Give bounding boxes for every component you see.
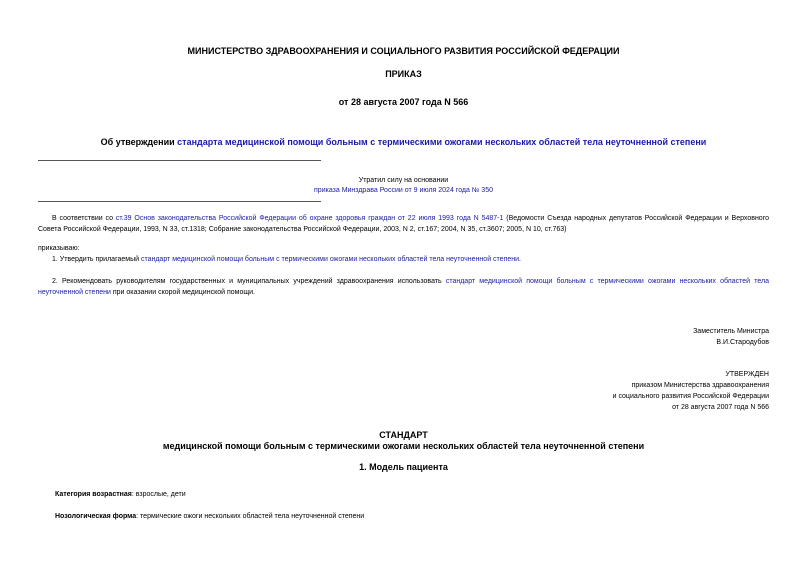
age-category-row [55, 491, 186, 498]
divider-top [38, 160, 321, 161]
section-heading: 1. Модель пациента [359, 462, 448, 472]
item-1-suffix: . [519, 256, 521, 263]
order-date-number: от 28 августа 2007 года N 566 [338, 97, 469, 107]
doc-type-heading: ПРИКАЗ [385, 69, 422, 79]
standard-subtitle: медицинской помощи больным с термическими ожогами нескольких областей тела неуточненной степени [162, 441, 645, 451]
approved-block [613, 369, 769, 413]
nosology-row [55, 513, 364, 520]
approved-line-1: приказом Министерства здравоохранения [631, 382, 769, 389]
approved-title: УТВЕРЖДЕН [725, 371, 769, 378]
order-title-link[interactable]: стандарта медицинской помощи больным с термическими ожогами нескольких областей тела неуточненной степени [177, 137, 707, 147]
order-title [0, 137, 807, 147]
approved-line-2: и социального развития Российской Федерации [612, 393, 769, 400]
approved-line-3: от 28 августа 2007 года N 566 [672, 404, 769, 411]
item-1-prefix: 1. Утвердить прилагаемый [52, 256, 141, 263]
order-title-prefix: Об утверждении [100, 137, 178, 147]
item-1-standard-link[interactable]: стандарт медицинской помощи больным с термическими ожогами нескольких областей тела неуточненной степени [140, 256, 520, 263]
standard-title: СТАНДАРТ [379, 430, 428, 440]
ministry-heading: МИНИСТЕРСТВО ЗДРАВООХРАНЕНИЯ И СОЦИАЛЬНОГО РАЗВИТИЯ РОССИЙСКОЙ ФЕДЕРАЦИИ [187, 46, 620, 56]
signature-name: В.И.Стародубов [716, 339, 769, 346]
item-2-prefix: 2. Рекомендовать руководителям государственных и муниципальных учреждений здравоохранения использовать [52, 278, 446, 285]
divider-bottom [38, 201, 321, 202]
repeal-note-line: Утратил силу на основании [358, 177, 449, 184]
signature-block [693, 326, 769, 348]
preamble-prefix: В соответствии со [52, 215, 116, 222]
item-2-suffix: при оказании скорой медицинской помощи. [110, 289, 255, 296]
repeal-note [0, 185, 807, 196]
age-category-value: : взрослые, дети [131, 491, 186, 498]
age-category-label: Категория возрастная [55, 491, 132, 498]
item-2 [38, 276, 769, 298]
order-word: приказываю: [38, 245, 80, 252]
repeal-order-link[interactable]: приказа Минздрава России от 9 июля 2024 года № 350 [314, 187, 493, 194]
preamble-paragraph [38, 213, 769, 235]
item-2-standard-link[interactable]: стандарт медицинской помощи больным с термическими ожогами нескольких областей тела неуточненной степени [38, 278, 769, 296]
preamble-suffix: (Ведомости Съезда народных депутатов Российской Федерации и Верховного Совета Российской Федерации, 1993, N 33, ст.1318; Собрание законодательства Российской Федерации, 2003, N 2, ст.167; 2004, N 35, ст.3607; 2005, N 10, ст.763) [38, 215, 769, 233]
nosology-value: : термические ожоги нескольких областей тела неуточненной степени [136, 513, 365, 520]
nosology-label: Нозологическая форма [55, 513, 137, 520]
signature-position: Заместитель Министра [693, 328, 769, 335]
preamble-law-link[interactable]: ст.39 Основ законодательства Российской Федерации об охране здоровья граждан от 22 июля 1993 года N 5487-1 [115, 215, 504, 222]
item-1 [38, 254, 769, 265]
